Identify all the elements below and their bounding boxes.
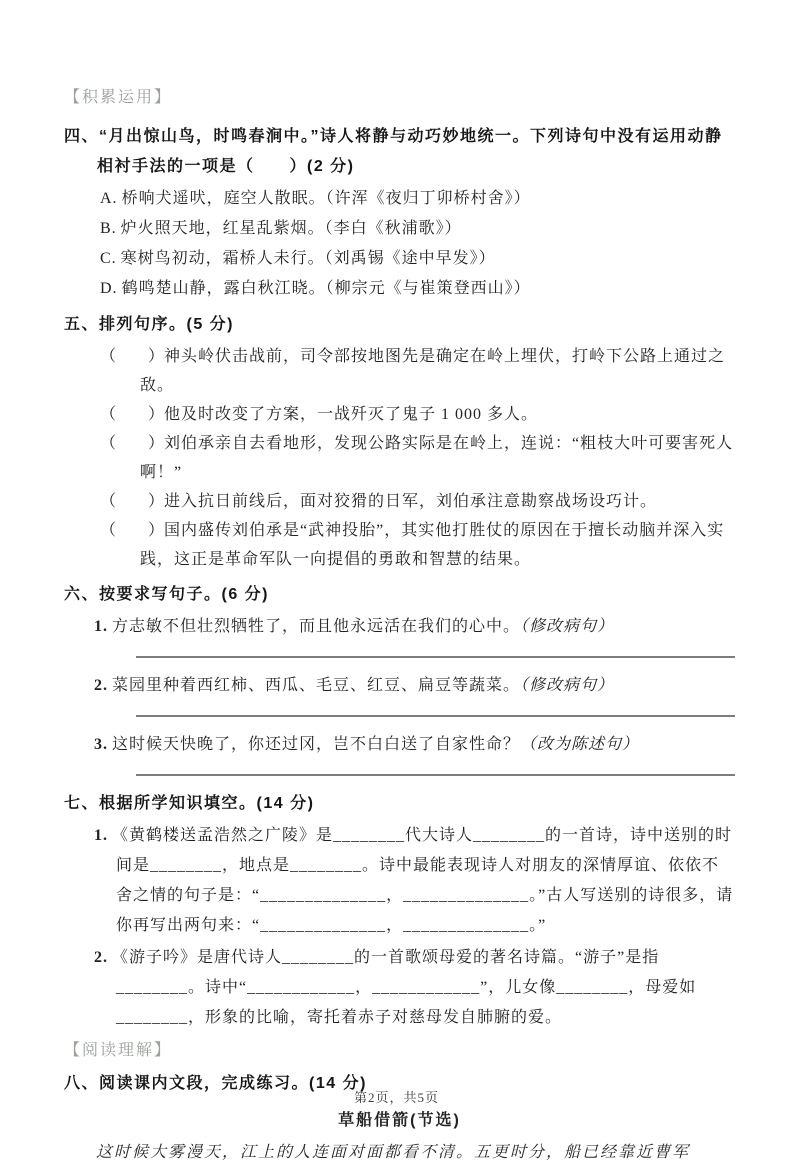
sort-item — [100, 516, 735, 574]
rewrite-item-note: （修改病句） — [520, 677, 615, 694]
option-c — [100, 244, 735, 274]
item-number: 1. — [94, 618, 108, 635]
option-d-label: D. — [100, 280, 118, 297]
rewrite-item-3 — [94, 730, 735, 759]
rewrite-item-text: 这时候天快晚了，你还过冈，岂不白白送了自家性命？ — [112, 736, 521, 753]
fill-item-text: 《黄鹤楼送孟浩然之广陵》是________代大诗人________的一首诗，诗中送别的时间是________，地点是________。诗中最能表现诗人对朋友的深情厚谊、依依不舍之情的句子是：“______________，______________。”古人写送别的诗很多，请你再写出两句来：“______________，______________。” — [112, 827, 734, 934]
sort-item-text: 国内盛传刘伯承是“武神投胎”，其实他打胜仗的原因在于擅长动脑并深入实践，这正是革命军队一向提倡的勇敢和智慧的结果。 — [140, 522, 725, 568]
rewrite-item-note: （改为陈述句） — [520, 736, 640, 753]
sort-item — [100, 342, 735, 400]
option-b — [100, 214, 735, 244]
item-number: 2. — [94, 949, 108, 966]
page-footer: 第2页，共5页 — [353, 1090, 439, 1105]
answer-line — [136, 715, 735, 717]
option-a-label: A. — [100, 190, 118, 207]
question-8-heading: 八、阅读课内文段，完成练习。(14 分) — [64, 1075, 367, 1092]
item-number: 1. — [94, 827, 108, 844]
question-7 — [64, 789, 735, 1033]
question-8 — [64, 1069, 735, 1169]
passage-text: 这时候大雾漫天，江上的人连面对面都看不清。五更时分，船已经靠近曹军 — [96, 1144, 691, 1161]
question-7-heading: 七、根据所学知识填空。(14 分) — [64, 795, 315, 812]
option-a-text: 桥响犬遥吠，庭空人散眠。（许浑《夜归丁卯桥村舍》） — [121, 190, 531, 207]
section-label-accumulation: 【积累运用】 — [64, 89, 173, 106]
question-7-items — [94, 821, 735, 1033]
option-a — [100, 184, 735, 214]
rewrite-item-note: （修改病句） — [520, 618, 615, 635]
question-5-items — [100, 342, 735, 574]
question-6-heading: 六、按要求写句子。(6 分) — [64, 586, 270, 603]
answer-bracket: （ ） — [100, 348, 165, 365]
rewrite-item-2 — [94, 671, 735, 700]
sort-item — [100, 429, 735, 487]
question-5-heading: 五、排列句序。(5 分) — [64, 316, 235, 333]
sort-item-text: 他及时改变了方案，一战歼灭了鬼子 1 000 多人。 — [164, 406, 539, 423]
section-label-reading: 【阅读理解】 — [64, 1042, 173, 1059]
rewrite-item-text: 菜园里种着西红柿、西瓜、毛豆、红豆、扁豆等蔬菜。 — [112, 677, 521, 694]
option-c-text: 寒树鸟初动，霜桥人未行。（刘禹锡《途中早发》） — [120, 250, 496, 267]
question-6-items — [94, 612, 735, 776]
answer-line — [136, 656, 735, 658]
sort-item — [100, 400, 735, 429]
fill-item-text: 《游子吟》是唐代诗人________的一首歌颂母爱的著名诗篇。“游子”是指________。诗中“____________，____________”，儿女像________，母爱如________，形象的比喻，寄托着赤子对慈母发自肺腑的爱。 — [112, 949, 697, 1026]
answer-bracket: （ ） — [100, 522, 165, 539]
option-c-label: C. — [100, 250, 117, 267]
fill-item-1 — [94, 821, 735, 941]
question-4 — [64, 122, 735, 304]
option-d-text: 鹤鸣楚山静，露白秋江晓。（柳宗元《与崔策登西山》） — [121, 280, 531, 297]
option-b-text: 炉火照天地，红星乱紫烟。（李白《秋浦歌》） — [120, 220, 462, 237]
answer-bracket: （ ） — [100, 435, 165, 452]
question-6 — [64, 580, 735, 776]
question-4-heading: 四、“月出惊山鸟，时鸣春涧中。”诗人将静与动巧妙地统一。下列诗句中没有运用动静相衬手法的一项是（ ）(2 分) — [64, 128, 723, 175]
option-d — [100, 274, 735, 304]
sort-item-text: 神头岭伏击战前，司令部按地图先是确定在岭上埋伏，打岭下公路上通过之敌。 — [140, 348, 726, 394]
rewrite-item-text: 方志敏不但壮烈牺牲了，而且他永远活在我们的心中。 — [112, 618, 521, 635]
item-number: 3. — [94, 736, 108, 753]
question-4-options — [100, 184, 735, 304]
question-5 — [64, 310, 735, 574]
answer-bracket: （ ） — [100, 493, 165, 510]
sort-item-text: 刘伯承亲自去看地形，发现公路实际是在岭上，连说：“粗枝大叶可要害死人啊！” — [140, 435, 734, 481]
answer-line — [136, 774, 735, 776]
rewrite-item-1 — [94, 612, 735, 641]
sort-item — [100, 487, 735, 516]
sort-item-text: 进入抗日前线后，面对狡猾的日军，刘伯承注意勘察战场设巧计。 — [164, 493, 658, 510]
fill-item-2 — [94, 943, 735, 1033]
item-number: 2. — [94, 677, 108, 694]
passage-title: 草船借箭(节选) — [338, 1112, 461, 1129]
answer-bracket: （ ） — [100, 406, 165, 423]
option-b-label: B. — [100, 220, 117, 237]
